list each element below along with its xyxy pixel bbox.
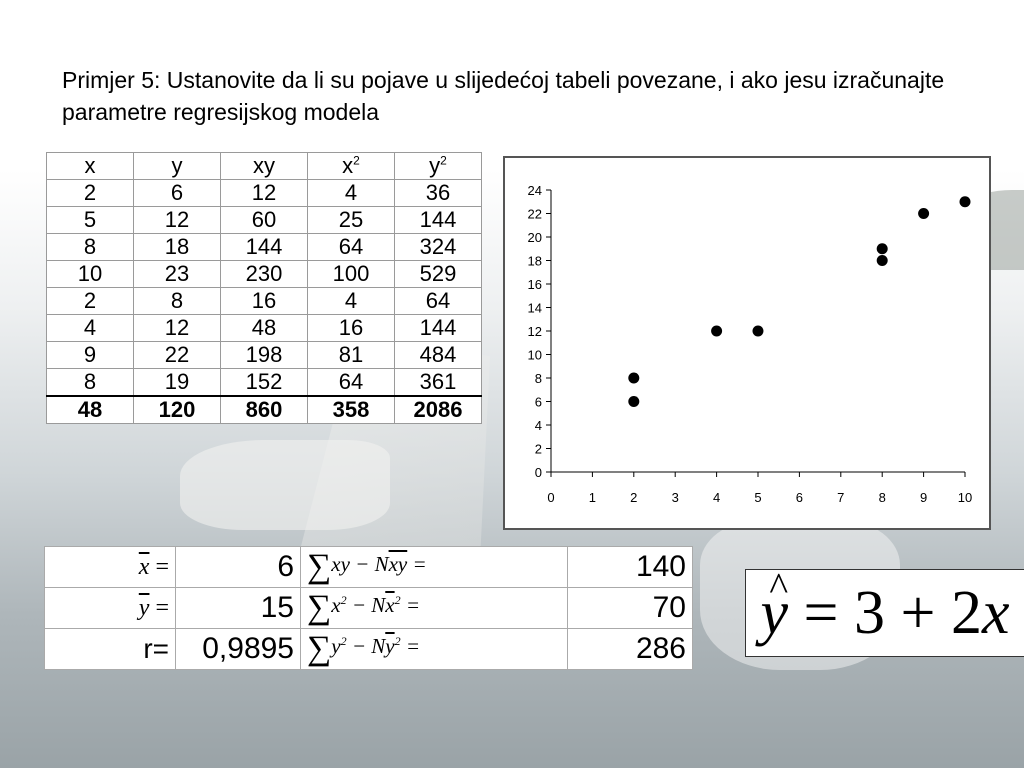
mean-y-value: 15	[176, 588, 301, 629]
table-row	[47, 207, 482, 234]
table-row	[47, 180, 482, 207]
table-cell: 64	[308, 234, 395, 261]
slide-title: Primjer 5: Ustanovite da li su pojave u slijedećoj tabeli povezane, i ako jesu izračunajte parametre regresijskog modela	[62, 67, 945, 125]
scatter-plot-svg	[505, 158, 989, 528]
table-cell: 100	[308, 261, 395, 288]
table-cell: 10	[47, 261, 134, 288]
header-y-squared: $y^2$	[395, 153, 482, 180]
table-row	[47, 315, 482, 342]
table-cell: 60	[221, 207, 308, 234]
header-y: y	[134, 153, 221, 180]
table-cell: 8	[47, 369, 134, 397]
table-cell: 361	[395, 369, 482, 397]
x-tick-label: 5	[754, 490, 762, 505]
table-row	[47, 342, 482, 369]
background-boat	[180, 440, 390, 530]
table-cell: 5	[47, 207, 134, 234]
table-cell: 230	[221, 261, 308, 288]
data-point	[877, 243, 888, 254]
table-cell: 22	[134, 342, 221, 369]
table-cell: 16	[308, 315, 395, 342]
table-cell: 12	[134, 315, 221, 342]
table-cell: 19	[134, 369, 221, 397]
mean-y-label: $\overline{y}$ =	[45, 588, 176, 629]
data-point	[628, 396, 639, 407]
y-tick-label: 6	[534, 394, 542, 410]
table-cell: 16	[221, 288, 308, 315]
x-tick-label: 4	[712, 490, 721, 505]
x-tick-label: 0	[547, 490, 555, 505]
header-x-squared: $x^2$	[308, 153, 395, 180]
table-total-cell: 860	[221, 396, 308, 424]
table-cell: 36	[395, 180, 482, 207]
table-total-cell: 358	[308, 396, 395, 424]
x-tick-label: 2	[630, 490, 638, 505]
sum-x-squared-value: 70	[568, 588, 693, 629]
y-tick-label: 12	[527, 324, 542, 339]
table-cell: 4	[308, 288, 395, 315]
x-tick-label: 8	[878, 490, 886, 505]
stats-table	[44, 546, 693, 670]
table-cell: 144	[395, 207, 482, 234]
y-tick-label: 10	[527, 347, 542, 363]
table-cell: 25	[308, 207, 395, 234]
sum-y-squared-value: 286	[568, 629, 693, 670]
mean-x-label: $\overline{x}$ =	[45, 547, 176, 588]
formula-x: x	[981, 579, 1010, 647]
table-cell: 64	[308, 369, 395, 397]
mean-x-value: 6	[176, 547, 301, 588]
data-point	[960, 196, 971, 207]
sum-xy-value: 140	[568, 547, 693, 588]
table-row	[47, 234, 482, 261]
table-cell: 81	[308, 342, 395, 369]
data-point	[711, 326, 722, 337]
table-cell: 2	[47, 288, 134, 315]
y-tick-label: 16	[527, 277, 542, 292]
table-header-row	[47, 153, 482, 180]
table-cell: 529	[395, 261, 482, 288]
table-cell: 144	[221, 234, 308, 261]
sum-x-squared-label: $\sum x^2 - N\overline{x}^2$ =	[301, 588, 568, 629]
table-cell: 4	[308, 180, 395, 207]
r-value: 0,9895	[176, 629, 301, 670]
x-tick-label: 10	[957, 490, 973, 505]
table-cell: 484	[395, 342, 482, 369]
scatter-chart	[503, 156, 991, 530]
x-tick-label: 6	[795, 490, 804, 505]
table-cell: 144	[395, 315, 482, 342]
table-total-cell: 48	[47, 396, 134, 424]
table-cell: 64	[395, 288, 482, 315]
y-tick-label: 8	[534, 371, 542, 386]
header-xy: xy	[221, 153, 308, 180]
y-tick-label: 20	[527, 230, 542, 245]
data-point	[877, 255, 888, 266]
table-totals-row	[47, 396, 482, 424]
table-cell: 324	[395, 234, 482, 261]
table-cell: 8	[47, 234, 134, 261]
table-cell: 12	[134, 207, 221, 234]
x-tick-label: 3	[671, 490, 679, 505]
table-row	[47, 288, 482, 315]
table-cell: 8	[134, 288, 221, 315]
y-tick-label: 0	[534, 465, 542, 480]
table-cell: 4	[47, 315, 134, 342]
y-tick-label: 24	[527, 183, 542, 198]
formula-equation: = 3 + 2	[788, 579, 982, 647]
x-tick-label: 9	[919, 490, 928, 505]
data-point	[628, 373, 639, 384]
y-tick-label: 4	[534, 418, 542, 433]
table-cell: 12	[221, 180, 308, 207]
y-tick-label: 18	[527, 253, 542, 269]
data-table	[46, 152, 482, 424]
table-cell: 18	[134, 234, 221, 261]
header-x: x	[47, 153, 134, 180]
x-tick-label: 7	[837, 490, 845, 505]
y-tick-label: 22	[527, 206, 542, 222]
regression-formula	[745, 569, 1024, 657]
table-row	[47, 369, 482, 397]
stats-row-1	[45, 547, 693, 588]
stats-row-3	[45, 629, 693, 670]
table-cell: 2	[47, 180, 134, 207]
table-cell: 198	[221, 342, 308, 369]
stats-row-2	[45, 588, 693, 629]
data-point	[918, 208, 929, 219]
sum-y-squared-label: $\sum y^2 - N\overline{y}^2$ =	[301, 629, 568, 670]
x-tick-label: 1	[588, 490, 597, 505]
formula-y-hat: ^ y	[761, 570, 789, 656]
table-cell: 6	[134, 180, 221, 207]
table-row	[47, 261, 482, 288]
table-cell: 9	[47, 342, 134, 369]
data-point	[753, 326, 764, 337]
table-total-cell: 2086	[395, 396, 482, 424]
y-tick-label: 2	[534, 441, 542, 457]
table-cell: 152	[221, 369, 308, 397]
table-cell: 48	[221, 315, 308, 342]
y-tick-label: 14	[527, 300, 542, 316]
sum-xy-label: $\sum xy - N\overline{xy}$ =	[301, 547, 568, 588]
table-cell: 23	[134, 261, 221, 288]
table-total-cell: 120	[134, 396, 221, 424]
r-label: r=	[45, 629, 176, 670]
